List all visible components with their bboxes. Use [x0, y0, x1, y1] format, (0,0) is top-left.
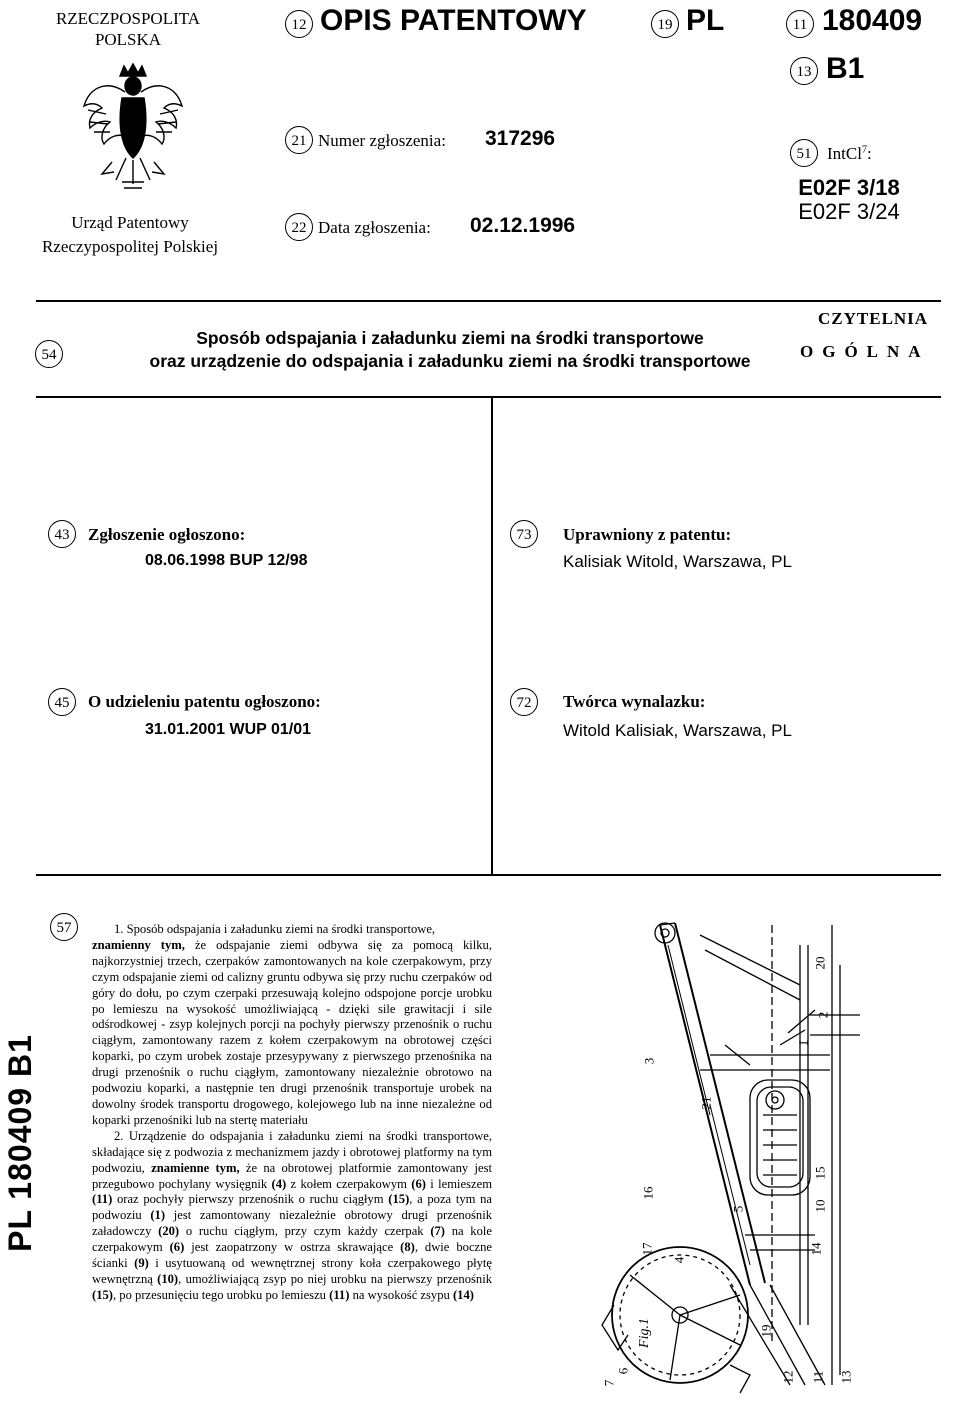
ref-label-11: 11: [810, 1370, 826, 1384]
patent-number: 180409: [822, 4, 923, 37]
library-stamp-line2: OGÓLNA: [800, 342, 930, 361]
ipc-secondary: E02F 3/24: [798, 199, 900, 224]
title-line-1: Sposób odspajania i załadunku ziemi na środki transportowe: [196, 328, 704, 348]
ipc-edition: 7: [861, 144, 867, 156]
claim-1-characterizing: znamienny tym,: [92, 937, 185, 952]
ref-label-2: 2: [815, 1011, 831, 1019]
announced-value: 08.06.1998 BUP 12/98: [145, 552, 308, 569]
ref-label-13: 13: [838, 1370, 854, 1384]
ipc-primary: E02F 3/18: [798, 175, 900, 200]
ref-numeral: (9): [134, 1256, 149, 1271]
eagle-emblem-icon: [78, 62, 188, 197]
ref-numeral: (15): [388, 1192, 410, 1207]
claim-1-intro: 1. Sposób odspajania i załadunku ziemi na środki transportowe,: [114, 922, 436, 936]
ipc-colon: :: [866, 144, 872, 163]
claim-2-part: że na obrotowej platformie zamontowany jest przegubowo pochylany wysięgnik: [92, 1160, 492, 1191]
ref-label-1: 1: [795, 1039, 811, 1047]
ref-label-20: 20: [812, 956, 828, 970]
ref-label-7: 7: [601, 1379, 617, 1387]
inid-code-12: 12: [285, 10, 313, 38]
claim-2-part: oraz pochyły pierwszy przenośnik o ruchu ciągłym: [112, 1192, 389, 1207]
claim-2-part: 2. Urządzenie do odspajania i załadunku ziemi na środki transportowe, składające się z podwozia z mechanizmem jazdy i obrotowej platformy na tym podwoziu,: [92, 1128, 492, 1175]
ref-label-6: 6: [615, 1367, 631, 1375]
claim-2-part: o ruchu ciągłym, przy czym każdy czerpak: [179, 1224, 431, 1239]
inventor-value: Witold Kalisiak, Warszawa, PL: [563, 721, 792, 740]
ref-numeral: (1): [150, 1208, 166, 1223]
side-patent-label: PL 180409 B1: [2, 1034, 38, 1252]
country-name: RZECZPOSPOLITA: [55, 9, 201, 28]
ref-label-17: 17: [639, 1242, 655, 1256]
ref-numeral: (15): [92, 1287, 113, 1302]
ref-numeral: (7): [430, 1224, 445, 1239]
owner-label: Uprawniony z patentu:: [563, 525, 732, 544]
ref-label-4: 4: [671, 1256, 687, 1264]
patent-office-name-line2: Rzeczypospolitej Polskiej: [41, 237, 219, 256]
claim-2-part: , dwie boczne ścianki: [92, 1240, 493, 1271]
claim-2-part: jest zaopatrzony w ostrza skrawające: [184, 1240, 401, 1255]
abstract-claims: [92, 922, 492, 1304]
claim-2-characterizing: znamienne tym,: [151, 1160, 240, 1175]
country-code: PL: [686, 4, 725, 37]
claim-2-part: i lemieszem: [425, 1176, 492, 1191]
claim-2-part: z kołem czerpakowym: [286, 1176, 412, 1191]
inid-code-51: 51: [790, 139, 818, 167]
title-bottom-rule: [36, 396, 941, 398]
claim-2-part: , umożliwiającą zsyp po niej urobku na pierwszy przenośnik: [178, 1271, 492, 1286]
claim-2-part: , po przesunięciu tego urobku po lemieszu: [112, 1287, 330, 1302]
figure-label: Fig.1: [636, 1318, 652, 1348]
document-type: OPIS PATENTOWY: [320, 4, 587, 37]
ref-numeral: (6): [169, 1240, 185, 1255]
ipc-label: IntCl: [827, 144, 862, 163]
inid-code-43: 43: [48, 520, 76, 548]
inid-code-72: 72: [510, 688, 538, 716]
ref-numeral: (11): [329, 1287, 350, 1302]
ref-label-12: 12: [780, 1370, 796, 1384]
claim-2-part: na kole czerpakowym: [92, 1224, 492, 1255]
ref-label-3: 3: [641, 1057, 657, 1065]
claim-2-part: i usytuowaną od wewnętrznej strony koła czerpakowego płytę wewnętrzną: [92, 1256, 493, 1286]
inid-code-45: 45: [48, 688, 76, 716]
title-line-2: oraz urządzenie do odspajania i załadunku ziemi na środki transportowe: [149, 351, 751, 371]
ref-numeral: (10): [157, 1271, 179, 1286]
ref-numeral: (11): [92, 1192, 113, 1207]
inid-code-22: 22: [285, 213, 313, 241]
granted-value: 31.01.2001 WUP 01/01: [145, 721, 312, 738]
ref-numeral: (20): [158, 1224, 180, 1239]
filing-date-label: Data zgłoszenia:: [318, 218, 431, 237]
ref-label-15: 15: [812, 1166, 828, 1180]
excavator-drawing: [600, 905, 900, 1395]
patent-office-name: Urząd Patentowy: [71, 213, 189, 232]
inid-code-57: 57: [50, 913, 78, 941]
granted-label: O udzieleniu patentu ogłoszono:: [88, 692, 321, 711]
inid-code-11: 11: [786, 10, 814, 38]
ipc-label-group: [827, 144, 872, 164]
ref-label-10: 10: [812, 1199, 828, 1213]
app-number-label: Numer zgłoszenia:: [318, 131, 446, 150]
library-stamp-line1: CZYTELNIA: [818, 309, 929, 328]
ref-label-5: 5: [730, 1205, 746, 1213]
claim-2-part: na wysokość zsypu: [349, 1287, 453, 1302]
ref-label-21: 21: [698, 1096, 714, 1110]
abstract-top-rule: [36, 874, 941, 876]
announced-label: Zgłoszenie ogłoszono:: [88, 525, 246, 544]
inid-code-19: 19: [651, 10, 679, 38]
claim-1: [92, 922, 492, 1129]
filing-date: 02.12.1996: [470, 214, 576, 237]
ref-numeral: (14): [452, 1287, 474, 1302]
inid-code-54: 54: [35, 340, 63, 368]
owner-value: Kalisiak Witold, Warszawa, PL: [563, 552, 792, 571]
title-top-rule: [36, 300, 941, 302]
kind-code: B1: [826, 52, 865, 85]
claim-2-part: jest zamontowany niezależnie obrotowy drugi przenośnik załadowczy: [92, 1208, 492, 1239]
claim-2-part: , a poza tym na podwoziu: [92, 1192, 492, 1223]
ref-numeral: (8): [400, 1240, 415, 1255]
inid-code-13: 13: [790, 57, 818, 85]
ref-numeral: (4): [271, 1176, 287, 1191]
claim-2: [92, 1129, 492, 1304]
info-column-divider: [491, 396, 493, 874]
claim-1-text: że odspajanie ziemi odbywa się za pomocą kilku, najkorzystniej trzech, czerpaków zamontowanych na kole czerpakowym, przy czym odspajanie ziemi od calizny gruntu odbywa się przy ruchu czerpaków od góry do dołu, po czym czerpaki przesuwają kolejno odspojone porcje urobku po lemieszu na wysokość umożliwiającą - dzięki sile grawitacji i sile odśrodkowej - zsyp kolejnych porcji na pochyły pierwszy przenośnik o ruchu ciągłym, zamontowany razem z kołem czerpakowym na obrotowej części koparki, po czym urobek zostaje przesypywany z pierwszego przenośnika na drugi przenośnik o ruchu ciągłym, zamontowany niezależnie obrotowo na podwoziu koparki, a następnie ten drugi przenośnik transportuje urobek na dowolny środek transportu drogowego, kolejowego lub na inne niezależne od koparki przenośniki lub na stertę materiału: [92, 937, 492, 1127]
ref-numeral: (6): [411, 1176, 426, 1191]
app-number: 317296: [485, 127, 556, 150]
ref-label-14: 14: [808, 1242, 824, 1256]
inventor-label: Twórca wynalazku:: [563, 692, 706, 711]
ref-label-16: 16: [640, 1186, 656, 1200]
inid-code-73: 73: [510, 520, 538, 548]
country-name-line2: POLSKA: [94, 30, 162, 49]
ref-label-19: 19: [758, 1324, 774, 1338]
inid-code-21: 21: [285, 126, 313, 154]
